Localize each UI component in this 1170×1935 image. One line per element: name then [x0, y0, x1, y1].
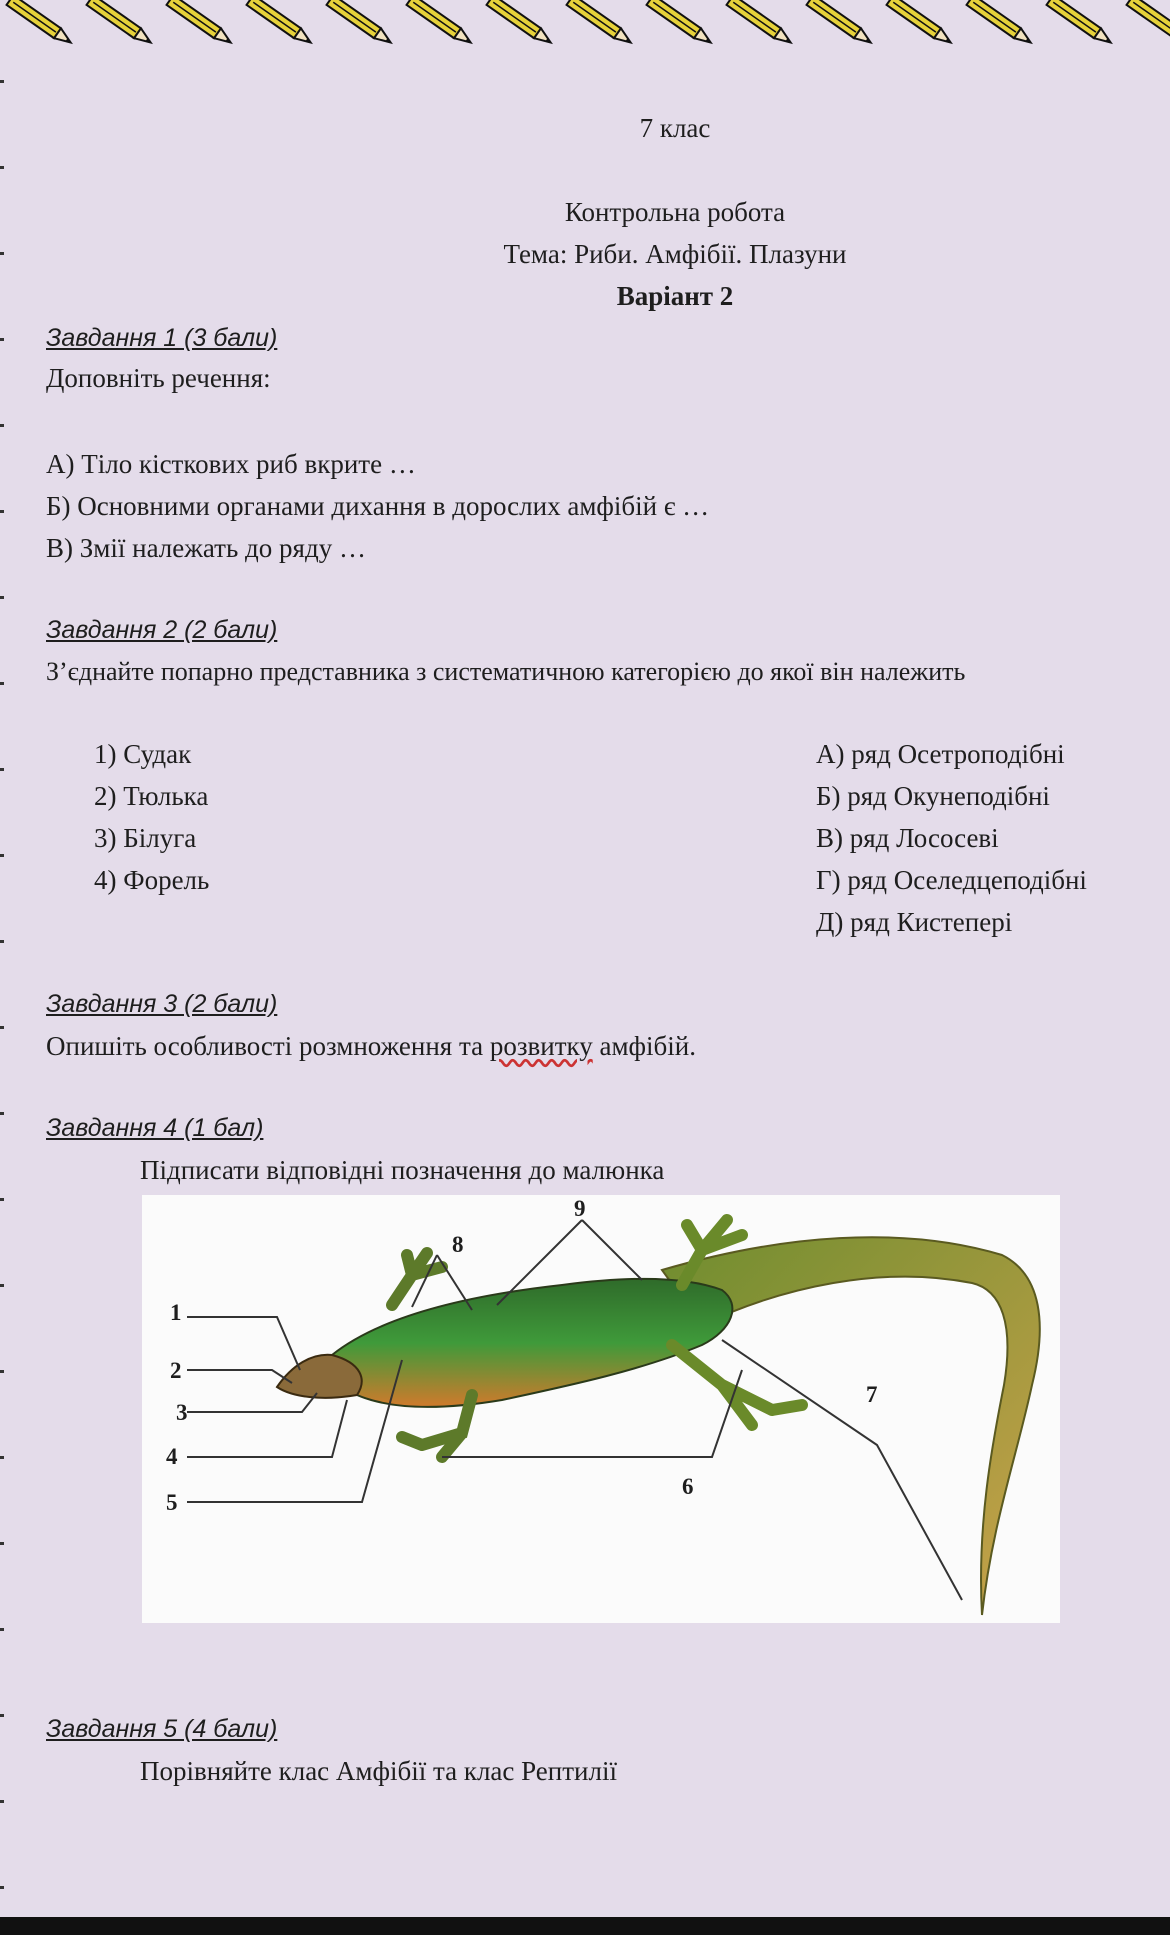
margin-mark	[0, 1370, 4, 1373]
task2-left-4: 4) Форель	[94, 865, 210, 895]
task2-right-e: Д) ряд Кистепері	[816, 907, 1013, 937]
figure-label-2: 2	[170, 1358, 182, 1383]
task3-heading: Завдання 3 (2 бали)	[46, 990, 278, 1018]
margin-mark	[0, 166, 4, 169]
task2-right-d: Г) ряд Оселедцеподібні	[816, 865, 1087, 895]
figure-label-8: 8	[452, 1232, 464, 1257]
task4-heading: Завдання 4 (1 бал)	[46, 1114, 264, 1142]
pencil-icon	[7, 0, 75, 47]
margin-mark	[0, 682, 4, 685]
task1-item-a: А) Тіло кісткових риб вкрите …	[46, 449, 416, 479]
margin-mark	[0, 1886, 4, 1889]
pencil-icon	[1047, 0, 1115, 47]
pencil-icon	[327, 0, 395, 47]
task1-item-b: Б) Основними органами дихання в дорослих амфібій є …	[46, 491, 710, 521]
task3-text: Опишіть особливості розмноження та розвитку амфібій.	[46, 1031, 696, 1061]
pencil-icon	[87, 0, 155, 47]
spellcheck-word: розвитку	[489, 1031, 593, 1061]
task2-right-b: Б) ряд Окунеподібні	[816, 781, 1050, 811]
figure-label-9: 9	[574, 1196, 586, 1221]
margin-mark	[0, 1628, 4, 1631]
margin-mark	[0, 768, 4, 771]
task5-instruction: Порівняйте клас Амфібії та клас Рептилії	[140, 1756, 617, 1786]
margin-mark	[0, 1198, 4, 1201]
margin-mark	[0, 424, 4, 427]
pencil-icon	[727, 0, 795, 47]
margin-mark	[0, 1456, 4, 1459]
pencil-icon	[967, 0, 1035, 47]
task2-right-a: А) ряд Осетроподібні	[816, 739, 1065, 769]
topic-line: Тема: Риби. Амфібії. Плазуни	[503, 239, 847, 269]
pencil-icon	[167, 0, 235, 47]
task2-instruction: З’єднайте попарно представника з систематичною категорією до якої він належить	[46, 657, 966, 686]
margin-mark	[0, 854, 4, 857]
margin-mark	[0, 940, 4, 943]
task2-left-1: 1) Судак	[94, 739, 192, 769]
margin-marks	[0, 60, 6, 1900]
margin-mark	[0, 1800, 4, 1803]
task1-item-c: В) Змії належать до ряду …	[46, 533, 366, 563]
grade-label: 7 клас	[639, 113, 711, 143]
margin-mark	[0, 596, 4, 599]
task2-left-2: 2) Тюлька	[94, 781, 209, 811]
figure-label-6: 6	[682, 1474, 694, 1499]
pencil-icon	[487, 0, 555, 47]
margin-mark	[0, 80, 4, 83]
pencil-icon	[647, 0, 715, 47]
task5-heading: Завдання 5 (4 бали)	[46, 1715, 278, 1743]
pencil-icon	[887, 0, 955, 47]
pencil-border	[0, 0, 1170, 70]
task2-heading: Завдання 2 (2 бали)	[46, 616, 278, 644]
task1-instruction: Доповніть речення:	[46, 363, 271, 393]
pencil-icon	[247, 0, 315, 47]
task2-left-3: 3) Білуга	[94, 823, 197, 853]
pencil-icon	[807, 0, 875, 47]
pencil-icon	[567, 0, 635, 47]
margin-mark	[0, 1026, 4, 1029]
figure-label-7: 7	[866, 1382, 878, 1407]
margin-mark	[0, 510, 4, 513]
bottom-bar	[0, 1917, 1170, 1935]
figure-label-3: 3	[176, 1400, 188, 1425]
task4-instruction: Підписати відповідні позначення до малюнка	[140, 1155, 665, 1185]
task1-heading: Завдання 1 (3 бали)	[46, 324, 278, 352]
pencil-icon	[407, 0, 475, 47]
margin-mark	[0, 338, 4, 341]
task2-right-c: В) ряд Лососеві	[816, 823, 999, 853]
figure-label-5: 5	[166, 1490, 178, 1515]
margin-mark	[0, 1542, 4, 1545]
figure-label-1: 1	[170, 1300, 182, 1325]
figure-label-4: 4	[166, 1444, 178, 1469]
margin-mark	[0, 1284, 4, 1287]
variant-label: Варіант 2	[616, 281, 734, 311]
lizard-figure	[142, 1195, 1060, 1623]
margin-mark	[0, 1112, 4, 1115]
pencil-icon	[1127, 0, 1170, 47]
page-title: Контрольна робота	[564, 197, 786, 227]
margin-mark	[0, 1714, 4, 1717]
